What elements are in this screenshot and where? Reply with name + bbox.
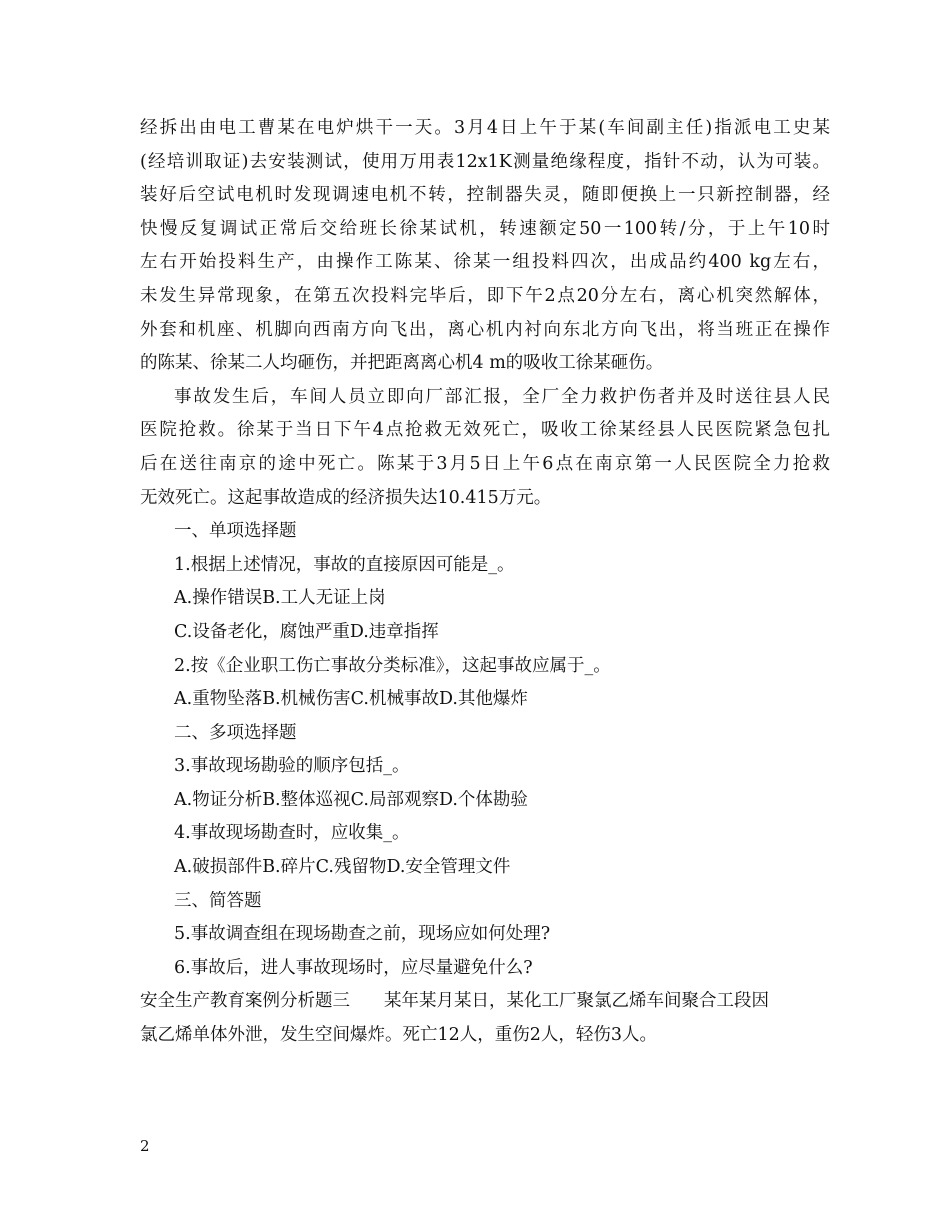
text-line: (经培训取证)去安装测试，使用万用表12x1K测量绝缘程度，指针不动，认为可装。 — [140, 151, 830, 172]
text-line: 后在送往南京的途中死亡。陈某于3月5日上午6点在南京第一人民医院全力抢救 — [140, 453, 830, 474]
text-line: 外套和机座、机脚向西南方向飞出，离心机内衬向东北方向飞出，将当班正在操作 — [140, 319, 830, 340]
text-line: 经拆出由电工曹某在电炉烘干一天。3月4日上午于某(车间副主任)指派电工史某 — [140, 118, 830, 138]
text-line: 未发生异常现象，在第五次投料完毕后，即下午2点20分左右，离心机突然解体， — [140, 285, 830, 306]
answer-options: C.设备老化，腐蚀严重D.违章指挥 — [174, 621, 439, 642]
case-intro-line — [140, 985, 830, 1019]
text-line: 事故发生后，车间人员立即向厂部汇报，全厂全力救护伤者并及时送往县人民 — [174, 386, 830, 407]
section-heading: 二、多项选择题 — [174, 722, 297, 743]
text-line: 医院抢救。徐某于当日下午4点抢救无效死亡，吸收工徐某经县人民医院紧急包扎 — [140, 420, 830, 441]
question: 1.根据上述情况，事故的直接原因可能是_。 — [174, 554, 515, 575]
page-number: 2 — [140, 1137, 150, 1155]
text-line: 装好后空试电机时发现调速电机不转，控制器失灵，随即便换上一只新控制器，经 — [140, 185, 830, 206]
text-line: 氯乙烯单体外泄，发生空间爆炸。死亡12人，重伤2人，轻伤3人。 — [140, 1025, 658, 1046]
question: 5.事故调查组在现场勘查之前，现场应如何处理? — [174, 924, 551, 945]
text-line: 左右开始投料生产，由操作工陈某、徐某一组投料四次，出成品约400 kg左右， — [140, 252, 830, 273]
question: 4.事故现场勘查时，应收集_。 — [174, 823, 410, 844]
question: 6.事故后，进人事故现场时，应尽量避免什么? — [174, 957, 533, 978]
question: 3.事故现场勘验的顺序包括_。 — [174, 756, 410, 777]
answer-options: A.物证分析B.整体巡视C.局部观察D.个体勘验 — [174, 789, 528, 810]
text-line: 快慢反复调试正常后交给班长徐某试机，转速额定50一100转/分，于上午10时 — [140, 218, 830, 239]
case-text: 某年某月某日，某化工厂聚氯乙烯车间聚合工段因 — [384, 991, 769, 1012]
text-line: 的陈某、徐某二人均砸伤，并把距离离心机4 m的吸收工徐某砸伤。 — [140, 353, 664, 374]
answer-options: A.操作错误B.工人无证上岗 — [174, 588, 386, 609]
section-heading: 三、简答题 — [174, 890, 262, 911]
document-body — [140, 112, 830, 1053]
answer-options: A.破损部件B.碎片C.残留物D.安全管理文件 — [174, 857, 511, 878]
text-line: 无效死亡。这起事故造成的经济损失达10.415万元。 — [140, 487, 552, 508]
section-heading: 一、单项选择题 — [174, 521, 297, 542]
question: 2.按《企业职工伤亡事故分类标准》，这起事故应属于_。 — [174, 655, 611, 676]
answer-options: A.重物坠落B.机械伤害C.机械事故D.其他爆炸 — [174, 689, 528, 710]
case-title: 安全生产教育案例分析题三 — [140, 991, 350, 1012]
